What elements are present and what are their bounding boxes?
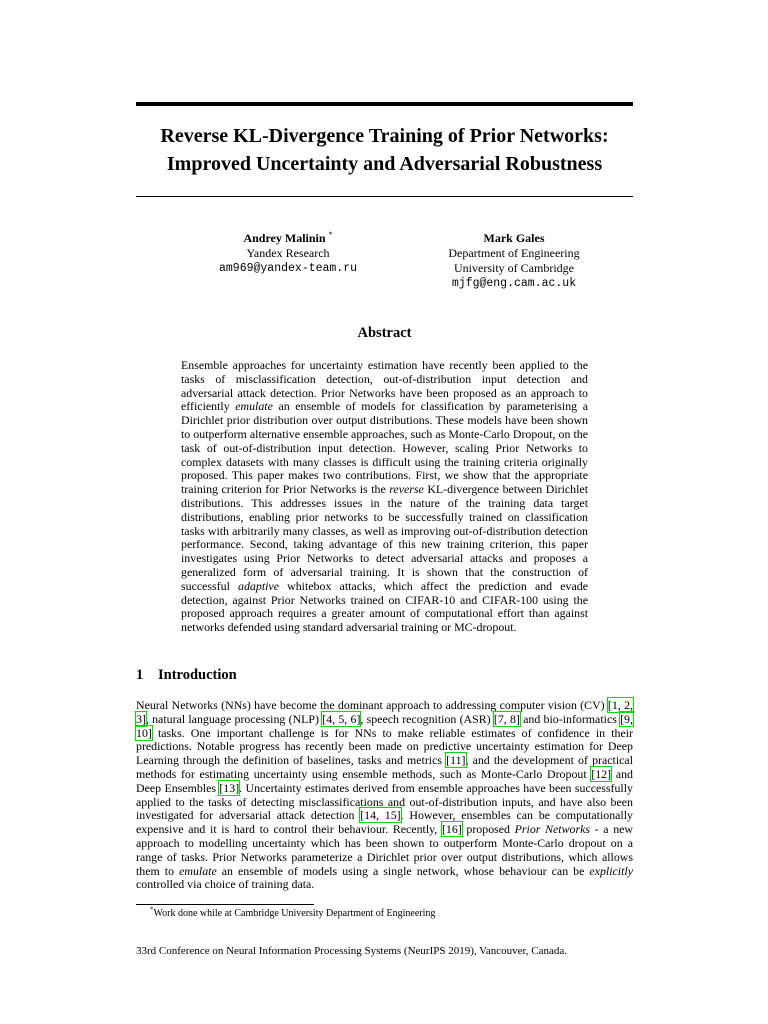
citation-link[interactable]: [4, 5, 6] <box>322 711 361 726</box>
author-affiliation: University of Cambridge <box>454 261 574 275</box>
citation-link[interactable]: [12] <box>591 766 612 781</box>
text-run: KL-divergence between Dirichlet distributions. This addresses issues in the nature of the training data target distributions, enabling prior networks to be successfully trained on classification tasks with arbitrarily many classes, as well as improving out-of-distribution detection performance. Second, taking advantage of this new training criterion, this paper investigates using Prior Networks to detect adversarial attacks and proposes a generalized form of adversarial training. It is shown that the construction of successful <box>181 482 589 593</box>
author-affiliation: Department of Engineering <box>448 246 580 260</box>
title-top-rule <box>136 102 633 106</box>
text-run: . However, ensembles can be computationally expensive and it is hard to control their behaviour. Recently, <box>136 808 633 837</box>
footnote-marker: * <box>328 230 333 239</box>
section-heading <box>136 667 237 684</box>
author-email: mjfg@eng.cam.ac.uk <box>451 277 577 290</box>
text-run: - a new approach to modelling uncertainty which has been shown to outperform Monte-Carlo dropout on a range of tasks. Prior Networks parameterize a Dirichlet prior over output distributions, which allows them to <box>136 822 633 878</box>
text-run: controlled via choice of training data. <box>136 877 315 892</box>
emphasis-text: adaptive <box>238 578 279 593</box>
text-run: proposed <box>461 822 515 837</box>
author-email: am969@yandex-team.ru <box>218 262 358 275</box>
emphasis-text: explicitly <box>589 863 633 878</box>
citation-link[interactable]: [11] <box>446 753 466 768</box>
author-name: Mark Gales <box>483 231 545 245</box>
emphasis-text: emulate <box>235 399 273 414</box>
title-line-2: Improved Uncertainty and Adversarial Robustness <box>166 153 603 175</box>
introduction-body <box>136 699 633 892</box>
emphasis-text: Prior Networks <box>514 822 590 837</box>
text-run: , and the development of practical methods for estimating uncertainty using ensemble methods, such as Monte-Carlo Dropout <box>136 753 633 781</box>
footnote-rule <box>136 904 314 905</box>
citation-link[interactable]: [16] <box>441 822 462 837</box>
citation-link[interactable]: [14, 15] <box>360 808 401 823</box>
citation-link[interactable]: [13] <box>219 780 240 795</box>
text-run: whitebox attacks, which affect the prediction and evade detection, against Prior Networks trained on CIFAR-10 and CIFAR-100 using the proposed approach requires a greater amount of computational effort than against networks defended using standard adversarial training or MC-dropout. <box>181 578 589 635</box>
text-run: and bio-informatics <box>519 711 621 726</box>
citation-link[interactable]: [1, 2, 3] <box>136 698 633 726</box>
footnote <box>150 907 435 920</box>
section-title: Introduction <box>158 667 237 683</box>
author-name: Andrey Malinin * <box>243 230 333 245</box>
abstract-body <box>181 359 588 635</box>
footnote-marker: * <box>150 905 154 914</box>
footnote-text: Work done while at Cambridge University Department of Engineering <box>153 908 436 919</box>
emphasis-text: emulate <box>179 863 217 878</box>
title-bottom-rule <box>136 196 633 197</box>
paper-title <box>136 122 633 178</box>
title-line-1: Reverse KL-Divergence Training of Prior Networks: <box>160 125 609 147</box>
text-run: , natural language processing (NLP) <box>145 711 323 726</box>
text-run: an ensemble of models for classification by parameterising a Dirichlet prior distribution over output distributions. These models have been shown to outperform alternative ensemble approaches, such as Monte-Carlo Dropout, on the task of out-of-distribution input detection. However, scaling Prior Networks to complex datasets with many classes is difficult using the training criteria originally proposed. This paper makes two contributions. First, we show that the appropriate training criterion for Prior Networks is the <box>181 399 588 497</box>
emphasis-text: reverse <box>389 482 424 497</box>
abstract-heading: Abstract <box>357 325 412 341</box>
text-run: an ensemble of models using a single network, whose behaviour can be <box>216 863 590 878</box>
author-block-2 <box>404 231 624 291</box>
author-block-1 <box>178 231 398 276</box>
conference-line: 33rd Conference on Neural Information Processing Systems (NeurIPS 2019), Vancouver, Canada. <box>136 945 568 957</box>
text-run: Neural Networks (NNs) have become the dominant approach to addressing computer vision (CV) <box>136 698 608 712</box>
text-run: and Deep Ensembles <box>136 766 633 795</box>
section-number: 1 <box>136 667 144 683</box>
text-run: , speech recognition (ASR) <box>360 711 494 726</box>
author-affiliation: Yandex Research <box>246 246 330 260</box>
text-run: . Uncertainty estimates derived from ensemble approaches have been successfully applied to the tasks of detecting misclassifications and out-of-distribution inputs, and have also been investigated for adversarial attack detection <box>136 780 633 823</box>
citation-link[interactable]: [7, 8] <box>493 711 520 726</box>
text-run: tasks. One important challenge is for NNs to make reliable estimates of confidence in their predictions. Notable progress has recently been made on predictive uncertainty estimation for Deep Learning through the definition of baselines, tasks and metrics <box>136 725 633 768</box>
text-run: Ensemble approaches for uncertainty estimation have recently been applied to the tasks of misclassification detection, out-of-distribution input detection and adversarial attack detection. Prior Networks have been proposed as an approach to efficiently <box>181 358 588 414</box>
citation-link[interactable]: [9, 10] <box>136 711 633 740</box>
